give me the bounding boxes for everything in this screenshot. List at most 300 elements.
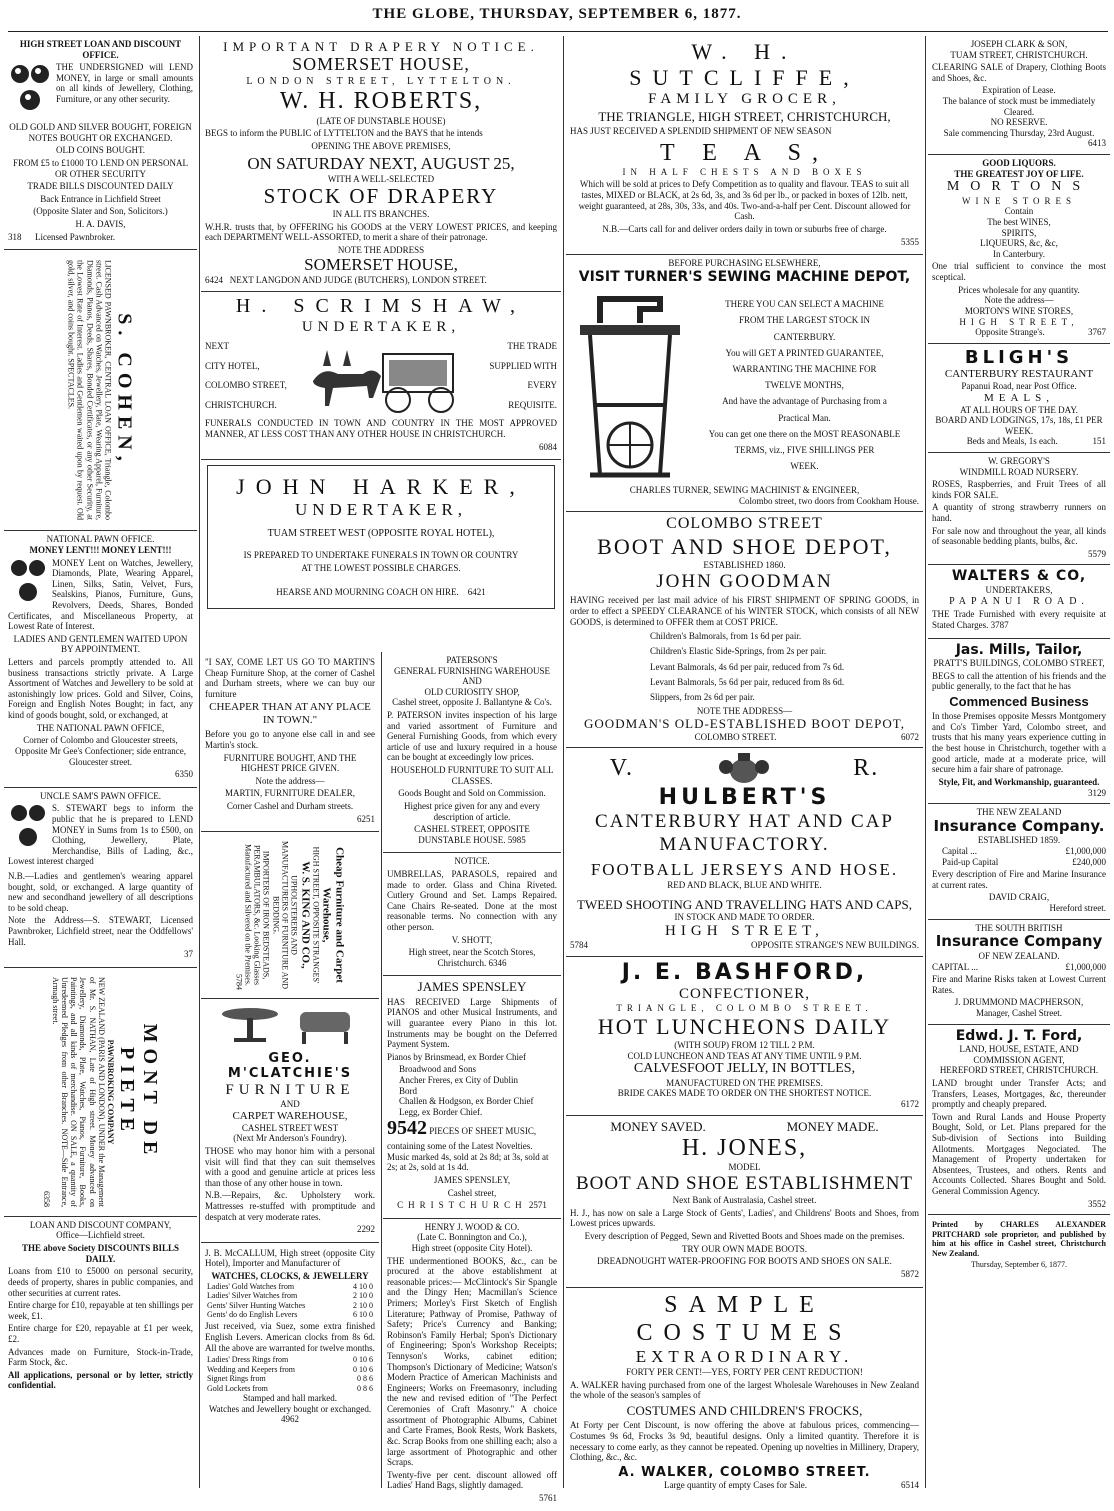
sewing-machine-icon bbox=[570, 285, 690, 485]
ad-title: Cheap Furniture and Carpet Warehouse, bbox=[321, 847, 346, 984]
ad-south-british-insurance bbox=[928, 920, 1110, 1025]
ad-address: Cashel street, opposite J. Ballantyne & Co's. bbox=[392, 697, 552, 708]
ad-w-h-roberts bbox=[201, 36, 561, 292]
ad-trade: UNDERTAKER, bbox=[301, 318, 461, 335]
price-value: 0 8 6 bbox=[357, 1374, 373, 1384]
ad-body: W.H.R. trusts that, by OFFERING his GOODS at the VERY LOWEST PRICES, and keeping each DEPARTMENT WELL-ASSORTED, to merit a share of their patronage. bbox=[205, 221, 557, 243]
ad-advertiser: JAMES SPENSLEY, bbox=[433, 1174, 511, 1185]
ad-advertiser: GEO. M'CLATCHIE'S bbox=[227, 1050, 353, 1082]
ad-body: UMBRELLAS, PARASOLS, repaired and made to order. Glass and China Riveted. Cutlery Ground and Set. Lamps Repaired. Cane Chairs Re-seated. Done at the most reasonable terms. No connection with any other person. bbox=[387, 868, 557, 933]
ad-advertiser: Insurance Company bbox=[935, 932, 1103, 951]
ad-line: SUPPLIED WITH bbox=[489, 360, 557, 371]
ad-body: For sale now and throughout the year, all kinds of seasonable bedding plants, bulbs, &c. bbox=[932, 525, 1106, 547]
ad-number: 6251 bbox=[357, 813, 375, 824]
ad-line: Style, Fit, and Workmanship, guaranteed. bbox=[938, 776, 1100, 787]
price-list bbox=[205, 1282, 375, 1320]
ad-line: V. bbox=[609, 755, 635, 781]
ad-loan-and-discount bbox=[4, 1217, 197, 1398]
piano-item: Broadwood and Sons bbox=[399, 1064, 476, 1075]
ad-body: BEGS to call the attention of his friends and the public generally, to the fact that he has bbox=[932, 670, 1106, 692]
ad-address: HEREFORD STREET, CHRISTCHURCH. bbox=[939, 1065, 1099, 1076]
price-item: Gold Lockets from bbox=[207, 1383, 268, 1393]
hearse-illustration-icon bbox=[303, 336, 473, 416]
ad-address: HIGH STREET, bbox=[665, 922, 824, 939]
ad-body: A quantity of strong strawberry runners on hand. bbox=[932, 502, 1106, 524]
ad-body: HAS RECEIVED Large Shipments of PIANOS and other Musical Instruments, and will guarantee every Piano in this lot. Instruments may be bought on the Deferred Payment System. bbox=[387, 996, 557, 1050]
ad-line: FROM £5 to £1000 TO LEND ON PERSONAL OR OTHER SECURITY bbox=[13, 158, 188, 179]
ad-title: NATIONAL PAWN OFFICE. bbox=[46, 534, 155, 545]
imprint bbox=[928, 1215, 1110, 1276]
ad-line: AT ALL HOURS OF THE DAY. bbox=[960, 404, 1078, 415]
ad-title: STOCK OF DRAPERY bbox=[263, 184, 499, 209]
ad-number: 6413 bbox=[1088, 138, 1106, 149]
ad-body: ROSES, Raspberries, and Fruit Trees of all kinds FOR SALE. bbox=[932, 479, 1106, 500]
ad-line: FORTY PER CENT!—YES, FORTY PER CENT REDUCTION! bbox=[626, 1367, 863, 1378]
masthead: THE GLOBE, THURSDAY, SEPTEMBER 6, 1877. bbox=[372, 6, 742, 22]
ad-number: 5579 bbox=[1088, 548, 1106, 559]
ad-paterson bbox=[383, 652, 561, 853]
ad-walters-undertakers bbox=[928, 565, 1110, 638]
ad-line: Pianos by Brinsmead, ex Border Chief bbox=[387, 1051, 526, 1062]
price-value: 0 10 6 bbox=[353, 1364, 373, 1374]
price-item: Children's Balmorals, from 1s 6d per pair. bbox=[650, 631, 802, 642]
ad-address: TUAM STREET, CHRISTCHURCH. bbox=[950, 49, 1088, 60]
ad-advertiser: MARTIN, FURNITURE DEALER, bbox=[225, 788, 355, 799]
ad-line: And have the advantage of Purchasing from a bbox=[722, 396, 887, 407]
ad-advertiser: JOHN HARKER, bbox=[236, 474, 526, 500]
ad-heading: GOOD LIQUORS. bbox=[982, 158, 1056, 169]
ad-body: Fire and Marine Risks taken at Lowest Current Rates. bbox=[932, 974, 1106, 995]
ad-geo-mclatchie bbox=[201, 999, 379, 1243]
ad-line: REQUISITE. bbox=[508, 400, 557, 411]
ad-line: TRY OUR OWN MADE BOOTS. bbox=[682, 1243, 807, 1254]
ad-address: TRIANGLE, COLOMBO STREET. bbox=[616, 1003, 873, 1014]
ad-line: CHRISTCHURCH bbox=[397, 1200, 527, 1211]
price-item: Ladies' Gold Watches from bbox=[207, 1281, 295, 1291]
ad-new-zealand-insurance bbox=[928, 804, 1110, 920]
ad-title: SOMERSET HOUSE, bbox=[304, 255, 458, 275]
ad-line: LIQUEURS, &c, &c, bbox=[980, 238, 1058, 249]
ad-address: Colombo street, two doors from Cookham House. bbox=[739, 495, 919, 506]
ad-joseph-clark bbox=[928, 36, 1110, 155]
ad-address: NEXT LANGDON AND JUDGE (BUTCHERS), LONDON STREET. bbox=[229, 275, 487, 286]
ad-line: Sale commencing Thursday, 23rd August. bbox=[943, 127, 1095, 138]
ad-john-harker bbox=[201, 460, 561, 616]
ad-line: OF NEW ZEALAND. bbox=[978, 951, 1060, 961]
ad-trade: UNDERTAKERS, bbox=[985, 584, 1053, 595]
price-list bbox=[570, 629, 919, 705]
ad-line: (LATE OF DUNSTABLE HOUSE) bbox=[316, 115, 446, 126]
ad-advertiser: W. GREGORY'S bbox=[988, 455, 1050, 466]
ad-line: TERMS, viz., FIVE SHILLINGS PER bbox=[734, 444, 875, 455]
ad-body: LICENSED PAWNBROKER, CENTRAL LOAN OFFICE, Triangle, Colombo street. Cash Advanced on Watches, Jewellery, Plate, Wearing Apparel, Furniture, Diamonds, Pianos, Deeds, Shares, Bonded Certificates, or any other Security, at the Lowest Rate of Interest. Ladies and Gentlemen waited upon by request. Old gold, silver, and coins bought. SPECTACLES. bbox=[66, 260, 112, 521]
ad-advertiser: H. A. DAVIS, bbox=[75, 219, 126, 230]
ad-w-gregory-nursery bbox=[928, 453, 1110, 565]
ad-a-walker bbox=[566, 1288, 923, 1496]
ad-line: Stamped and hall marked. bbox=[243, 1393, 337, 1404]
ad-number: 3767 bbox=[1088, 327, 1106, 338]
ad-number: 6072 bbox=[901, 731, 919, 742]
ad-body: MONEY Lent on Watches, Jewellery, Diamonds, Plate, Wearing Apparel, Linen, Silks, Satin, Velvet, Furs, Sealskins, Pianos, Furniture, Guns, Revolvers, Deeds, Shares, Bonded Certificates, and Miscellaneous Property, at Lowest Rate of Interest. bbox=[8, 557, 193, 632]
ad-line: MORTON'S WINE STORES, bbox=[964, 305, 1074, 316]
ad-line: BEFORE PURCHASING ELSEWHERE, bbox=[668, 258, 821, 269]
ad-line: Back Entrance in Lichfield Street bbox=[40, 193, 161, 204]
ad-line: (Opposite Slater and Son, Solicitors.) bbox=[33, 206, 168, 217]
ad-advertiser: JAMES SPENSLEY bbox=[417, 979, 527, 995]
ad-line: TWELVE MONTHS, bbox=[765, 380, 844, 391]
ad-number: 5784 bbox=[570, 940, 588, 951]
ad-hulberts bbox=[566, 748, 923, 957]
ad-body: Before you go to anyone else call in and see Martin's stock. bbox=[205, 729, 375, 750]
ad-line: R. bbox=[853, 755, 880, 781]
pawnbroker-balls-icon bbox=[8, 60, 52, 120]
column-1 bbox=[4, 36, 197, 1488]
ad-line: Note the address— bbox=[984, 295, 1054, 306]
ad-trade: WINE STORES bbox=[961, 195, 1077, 206]
ad-trade: FAMILY GROCER, bbox=[648, 90, 841, 107]
ad-title: GOODMAN'S OLD-ESTABLISHED BOOT DEPOT, bbox=[584, 716, 905, 732]
ad-line: COLD LUNCHEON AND TEAS AT ANY TIME UNTIL 9 P.M. bbox=[627, 1050, 862, 1061]
ad-line: EVERY bbox=[527, 380, 557, 391]
ad-line: Licensed Pawnbroker. bbox=[35, 231, 115, 242]
ad-body: IMPORTERS OF IRON BEDSTEADS, PERAMBULATORS, &c. Looking Glasses Manufactured and Silvered on the Premises. bbox=[243, 844, 272, 987]
ad-high-street-loan bbox=[4, 36, 197, 250]
ad-body: One trial sufficient to convince the most sceptical. bbox=[932, 261, 1106, 283]
ad-line: Note the address— bbox=[255, 775, 325, 786]
ad-number: 6172 bbox=[901, 1098, 919, 1109]
ad-body: THE Trade Furnished with every requisite at Stated Charges. bbox=[932, 609, 1106, 630]
ad-title: VISIT TURNER'S SEWING MACHINE DEPOT, bbox=[578, 268, 911, 285]
ad-body: IS PREPARED TO UNDERTAKE FUNERALS IN TOWN OR COUNTRY bbox=[243, 549, 519, 560]
price-item: Children's Elastic Side-Springs, from 2s per pair. bbox=[650, 646, 827, 657]
ad-line: WITH A WELL-SELECTED bbox=[327, 173, 435, 184]
ad-s-cohen bbox=[4, 250, 197, 531]
ad-address: PAPANUI ROAD. bbox=[949, 595, 1089, 607]
ad-address: TUAM STREET WEST (OPPOSITE ROYAL HOTEL), bbox=[267, 528, 495, 540]
ad-number: 5985 bbox=[507, 834, 526, 845]
ad-subtitle: HIGH STREET, OPPOSITE STRANGES' bbox=[311, 846, 321, 984]
price-item: Signet Rings from bbox=[207, 1374, 266, 1384]
ad-line: HEARSE AND MOURNING COACH ON HIRE. bbox=[276, 587, 459, 598]
ad-big-number: 9542 bbox=[387, 1117, 427, 1140]
price-value: 2 10 0 bbox=[353, 1291, 373, 1301]
ad-line: Large quantity of empty Cases for Sale. bbox=[663, 1480, 808, 1491]
ad-line: NEXT bbox=[205, 340, 229, 351]
ad-title: S. COHEN, bbox=[112, 313, 135, 468]
ad-advertiser: W. H. SUTCLIFFE, bbox=[629, 39, 860, 90]
price-row bbox=[205, 1374, 375, 1383]
ad-j-e-bashford bbox=[566, 957, 923, 1116]
ad-subtitle: OLD CURIOSITY SHOP, bbox=[424, 686, 520, 697]
column-rule bbox=[925, 36, 926, 1488]
price-value: 6 10 0 bbox=[353, 1310, 373, 1320]
ad-line: You can get one there on the MOST REASONABLE bbox=[708, 428, 901, 439]
ad-address: Next Bank of Australasia, Cashel street. bbox=[672, 1195, 817, 1206]
piano-item: Bord bbox=[399, 1085, 417, 1096]
ad-line: CHEAPER THAN AT ANY PLACE IN TOWN." bbox=[209, 701, 371, 727]
ad-advertiser: Edwd. J. T. Ford, bbox=[955, 1027, 1083, 1044]
ad-line: Expiration of Lease. bbox=[982, 85, 1056, 96]
ad-body: S. STEWART begs to inform the public that he is prepared to LEND MONEY in Sums from 1s to £500, on Clothing, Jewellery, Plate, Merchandise, Bills of Lading, &c., Lowest interest charged bbox=[8, 803, 193, 867]
ad-body: J. B. McCALLUM, High street (opposite City Hotel), Importer and Manufacturer of bbox=[205, 1247, 375, 1269]
price-row bbox=[205, 1355, 375, 1364]
ad-title: UNCLE SAM'S PAWN OFFICE. bbox=[39, 790, 162, 801]
ad-advertiser: JOHN GOODMAN bbox=[656, 570, 833, 592]
price-list bbox=[205, 1355, 375, 1393]
ad-line: (WITH SOUP) FROM 12 TILL 2 P.M. bbox=[674, 1040, 815, 1051]
pawnbroker-balls-icon bbox=[8, 801, 48, 855]
masthead-rule bbox=[8, 31, 1108, 32]
ad-number: 3787 bbox=[990, 619, 1009, 630]
ad-heading: THE NEW ZEALAND bbox=[976, 807, 1062, 818]
ad-line: CARPET WAREHOUSE, bbox=[232, 1109, 348, 1122]
ad-advertiser: WALTERS & CO, bbox=[951, 568, 1087, 585]
ad-line: TWEED SHOOTING AND TRAVELLING HATS AND CAPS, bbox=[577, 896, 912, 912]
ad-line: The best WINES, bbox=[987, 217, 1051, 228]
ad-value: £1,000,000 bbox=[1065, 961, 1106, 972]
royal-crest-icon bbox=[714, 751, 774, 785]
ad-martin-furniture bbox=[201, 652, 379, 832]
ad-title: SOMERSET HOUSE, bbox=[292, 54, 470, 75]
ad-title: NOTICE. bbox=[454, 856, 490, 867]
price-item: Ladies' Dress Rings from bbox=[207, 1355, 289, 1365]
column-3 bbox=[383, 652, 561, 1503]
ad-subtitle: Office—Lichfield street. bbox=[56, 1230, 145, 1241]
ad-line: MONEY LENT!!! MONEY LENT!!! bbox=[29, 544, 172, 555]
ad-blighs bbox=[928, 344, 1110, 453]
ad-line: NO RESERVE. bbox=[990, 117, 1048, 128]
ad-number: 6514 bbox=[901, 1480, 919, 1491]
ad-line: Beds and Meals, 1s each. bbox=[966, 436, 1058, 447]
ad-title: T E A S, bbox=[660, 139, 829, 166]
ad-line: CITY HOTEL, bbox=[205, 360, 260, 371]
ad-body: H. J., has now on sale a Large Stock of Gents', Ladies', and Childrens' Boots and Shoes, from Lowest prices upwards. bbox=[570, 1207, 919, 1229]
ad-line: Paid-up Capital bbox=[942, 856, 999, 867]
ad-number: 6424 bbox=[205, 275, 223, 286]
ad-title: HIGH STREET LOAN AND DISCOUNT OFFICE. bbox=[19, 39, 182, 60]
ad-henry-wood-books bbox=[383, 1219, 561, 1511]
ad-title: HOT LUNCHEONS DAILY bbox=[597, 1014, 892, 1040]
ad-advertiser: Jas. Mills, Tailor, bbox=[955, 641, 1083, 658]
ad-line: DAVID CRAIG, bbox=[988, 892, 1050, 903]
ad-line: Manager, Cashel Street. bbox=[975, 1008, 1063, 1019]
ad-number: 6350 bbox=[175, 769, 193, 780]
price-value: 0 10 6 bbox=[353, 1355, 373, 1365]
ad-address: Cashel street, bbox=[447, 1187, 497, 1198]
ad-line: THERE YOU CAN SELECT A MACHINE bbox=[725, 299, 884, 310]
ad-number: 5355 bbox=[901, 236, 919, 247]
ad-title: CANTERBURY HAT AND CAP MANUFACTORY. bbox=[595, 811, 894, 855]
ad-body: Town and Rural Lands and House Property Bought, Sold, or Let. Plans prepared for the Sub-division of Sections into Building Allotments. Mortgages Negociated. The Management of Property undertaken for Absentees, Trustees, and others. Rents and Accounts Collected. Shares Bought and Sold. General Commission Agency. bbox=[932, 1111, 1106, 1197]
ad-title: BOOT AND SHOE ESTABLISHMENT bbox=[575, 1172, 914, 1194]
price-row bbox=[205, 1282, 375, 1291]
ad-line: Prices wholesale for any quantity. bbox=[958, 284, 1080, 295]
ad-jas-mills-tailor bbox=[928, 639, 1110, 805]
ad-advertiser: W. H. ROBERTS, bbox=[279, 88, 483, 115]
ad-line: THE NATIONAL PAWN OFFICE, bbox=[36, 722, 165, 733]
price-item: Ladies' Silver Watches from bbox=[207, 1291, 298, 1301]
ad-line: CHRISTCHURCH. bbox=[205, 400, 277, 411]
ad-address: LONDON STREET, LYTTELTON. bbox=[246, 75, 516, 87]
ad-line: WEEK. bbox=[790, 461, 819, 472]
ad-line: COLOMBO STREET, bbox=[205, 380, 287, 391]
ad-line: WARRANTING THE MACHINE FOR bbox=[732, 363, 877, 374]
ad-line: IN ALL ITS BRANCHES. bbox=[332, 208, 430, 219]
ad-john-goodman bbox=[566, 512, 923, 748]
ad-number: 151 bbox=[1092, 436, 1106, 447]
ad-line: COSTUMES AND CHILDREN'S FROCKS, bbox=[626, 1403, 863, 1418]
price-item: Wedding and Keepers from bbox=[207, 1364, 295, 1374]
ad-line: RED AND BLACK, BLUE AND WHITE. bbox=[667, 879, 822, 890]
ad-address: Papanui Road, near Post Office. bbox=[961, 380, 1077, 391]
ad-number: 318 bbox=[8, 231, 22, 242]
ad-body: N.B.—Carts call for and deliver orders daily in town or suburbs free of charge. bbox=[602, 223, 887, 234]
ad-body: Every description of Fire and Marine Insurance at current rates. bbox=[932, 869, 1106, 890]
ad-line: In Canterbury. bbox=[993, 248, 1045, 259]
ad-line: TRADE BILLS DISCOUNTED DAILY bbox=[27, 181, 174, 192]
ad-number: 6358 bbox=[40, 1190, 50, 1207]
pawnbroker-balls-icon bbox=[8, 556, 48, 610]
piano-item: Challen & Hodgson, ex Border Chief bbox=[399, 1096, 534, 1107]
price-value: 2 10 0 bbox=[353, 1300, 373, 1310]
ad-line: MEALS, bbox=[983, 391, 1055, 404]
ad-body: N.B.—Repairs, &c. Upholstery work. Mattresses re-stuffed with promptitude and despatch at very moderate rates. bbox=[205, 1190, 375, 1222]
ad-body: Just received, via Suez, some extra finished English Levers. American clocks from 8s 6d. All the above are warranted for twelve months. bbox=[205, 1321, 375, 1353]
ad-national-pawn-office bbox=[4, 531, 197, 787]
ad-line: FOOTBALL JERSEYS AND HOSE. bbox=[590, 859, 899, 879]
ad-address: High street (opposite City Hotel). bbox=[411, 1242, 533, 1253]
ad-advertiser: JOSEPH CLARK & SON, bbox=[970, 39, 1068, 49]
ad-body: Loans from £10 to £5000 on personal security, deeds of property, shares in public companies, and other securities at current rates. bbox=[8, 1266, 193, 1298]
ad-advertiser: J. E. BASHFORD, bbox=[621, 959, 868, 985]
ad-body: CLEARING SALE of Drapery, Clothing Boots and Shoes, &c. bbox=[932, 62, 1106, 83]
ad-address: OPPOSITE STRANGE'S NEW BUILDINGS. bbox=[751, 940, 919, 951]
ad-line: J. DRUMMOND MACPHERSON, bbox=[954, 997, 1084, 1008]
price-row bbox=[205, 1301, 375, 1310]
ad-body: Note the Address—S. STEWART, Licensed Pawnbroker, Lichfield street, near the Oddfellows' Hall. bbox=[8, 915, 193, 947]
ad-trade: LAND, HOUSE, ESTATE, AND bbox=[959, 1044, 1079, 1055]
ad-line: (Next Mr Anderson's Foundry). bbox=[233, 1133, 347, 1144]
ad-address: HIGH STREET, bbox=[959, 316, 1079, 327]
ad-body: HAVING received per last mail advice of his FIRST SHIPMENT OF SPRING GOODS, in order to effect a SPEEDY CLEARANCE of his WINTER STOCK, which consists of all NEW GOODS, is determined to OFFER them at COST PRICE. bbox=[570, 595, 919, 627]
column-4 bbox=[566, 36, 923, 1491]
ad-heading: COLOMBO STREET bbox=[666, 515, 823, 533]
ad-number: 3129 bbox=[1088, 787, 1106, 798]
ad-h-jones bbox=[566, 1116, 923, 1288]
column-2-top bbox=[201, 36, 561, 651]
ad-body: "I SAY, COME LET US GO TO MARTIN'S Cheap Furniture Shop, at the corner of Cashel and Durham streets, where we can buy our furniture bbox=[205, 657, 375, 699]
ad-mont-de-piete bbox=[4, 968, 197, 1217]
ad-trade: WATCHES, CLOCKS, & JEWELLERY bbox=[211, 1271, 369, 1282]
ad-number: 3552 bbox=[1088, 1198, 1106, 1209]
ad-line: SPIRITS, bbox=[1001, 227, 1037, 238]
ad-body: THE UNDERSIGNED will LEND MONEY, in large or small amounts on all kinds of Jewellery, Clothing, Furniture, or any other security. bbox=[56, 62, 193, 105]
ad-number: 6084 bbox=[539, 441, 557, 452]
ad-line: HOUSEHOLD FURNITURE TO SUIT ALL CLASSES. bbox=[390, 765, 554, 786]
ad-w-s-king bbox=[201, 832, 379, 999]
ad-number: 37 bbox=[184, 949, 193, 960]
ad-line: MODEL bbox=[728, 1162, 761, 1173]
ad-line: OLD COINS BOUGHT. bbox=[55, 145, 146, 156]
ad-body: Which will be sold at prices to Defy Competition as to quality and flavour. TEAS to suit all tastes, MIXED or BLACK, at 2s 6d, 3s, and 3s 6d per lb., or packed in boxes of 12lb. nett, weight guaranteed, at 28s, 30s, 33s, and 40s. Two-and-a-half per Cent. Discount allowed for Cash. bbox=[578, 179, 911, 222]
ad-h-scrimshaw bbox=[201, 292, 561, 460]
ad-advertiser: H. SCRIMSHAW, bbox=[235, 295, 527, 318]
ad-line: IN HALF CHESTS AND BOXES bbox=[622, 166, 867, 177]
ad-body: NEW ZEALAND (PARIS AND LONDON). UNDER the Management of Mr. S. NATHAN, Late of High street. Money advanced on Jewellery, Diamonds, Plate, Watches, Pianos, Furniture, Books, Paintings, and all kinds of merchandise. ON SALE, a quantity of Unredeemed Pledges from other Branches. NOTE—Side Entrance, Armagh street. bbox=[50, 976, 106, 1207]
ad-body: Entire charge for £20, repayable at £1 per week, £2. bbox=[8, 1323, 193, 1344]
ad-turner-sewing-machine bbox=[566, 255, 923, 512]
ad-trade: UNDERTAKER, bbox=[294, 500, 468, 520]
ad-value: £1,000,000 bbox=[1065, 846, 1106, 857]
ad-line: ESTABLISHED 1860. bbox=[703, 560, 786, 571]
ad-number: 2571 bbox=[528, 1200, 547, 1211]
ad-body: N.B.—Ladies and gentlemen's wearing apparel bought, sold, or exchanged. A large quantity of new and secondhand jewellery of all descriptions to be sold cheap. bbox=[8, 870, 193, 913]
price-row bbox=[205, 1365, 375, 1374]
ad-line: Capital ... bbox=[942, 846, 977, 857]
ad-line: MONEY MADE. bbox=[786, 1118, 879, 1134]
ad-body: AT THE LOWEST POSSIBLE CHARGES. bbox=[301, 562, 461, 573]
ad-body: THE undermentioned BOOKS, &c., can be procured at the above establishment at reasonable prices:— McClintock's Sir Spangle and the Dingy Hen; Macmillan's Science Primers; Morley's First Sketch of English Literature; Pathway of Promise, Pathway of Safety; Price's Currency and Banking; Robinson's Family Herbal; Spon's Dictionary of Engineering; Spon's Workshop Receipts; Tennyson's Works, cabinet edition; Thompson's Dictionary of Medicine; Watson's Modern Practice of American Machinists and Engineers; Works on Freemasonry, including the new and revised edition of "The Perfect Ceremonies of Craft Masonry." A choice assortment of Photographic Albums, Cabinet and Carte Frames, Book Rests, Work Baskets, &c. Scrap Books from one shilling each; also a large assortment of Photographic and other Scraps. bbox=[387, 1255, 557, 1468]
ad-address: CASHEL STREET WEST bbox=[241, 1122, 339, 1133]
ad-uncle-sams-pawn-office bbox=[4, 788, 197, 968]
column-rule bbox=[381, 652, 382, 1488]
ad-line: Corner of Colombo and Gloucester streets, Opposite Mr Gee's Confectioner; side entrance, Gloucester street. bbox=[14, 735, 187, 767]
ad-number: 5761 bbox=[539, 1492, 557, 1503]
column-rule bbox=[563, 36, 564, 1488]
ad-line: CANTERBURY. bbox=[773, 331, 836, 342]
ad-body: UPHOLSTERERS AND MANUFACTURERS OF FURNITURE AND BEDDING. bbox=[271, 841, 299, 990]
ad-subtitle: WINDMILL ROAD NURSERY. bbox=[959, 466, 1079, 477]
ad-line: (Late C. Bonnington and Co.), bbox=[417, 1232, 527, 1243]
ad-title: BOOT AND SHOE DEPOT, bbox=[597, 534, 892, 560]
ad-body: LAND brought under Transfer Acts; and Transfers, Leases, Mortgages, &c, thereunder promptly and cheaply prepared. bbox=[932, 1078, 1106, 1110]
ad-line: OLD GOLD AND SILVER BOUGHT, FOREIGN NOTES BOUGHT OR EXCHANGED. bbox=[9, 122, 192, 143]
ad-w-h-sutcliffe bbox=[566, 36, 923, 255]
ad-body: Entire charge for £10, repayable at ten shillings per week, £1. bbox=[8, 1300, 193, 1321]
ad-advertiser: H. JONES, bbox=[681, 1134, 808, 1161]
ad-line: LADIES AND GENTLEMEN WAITED UPON BY APPOINTMENT. bbox=[13, 633, 188, 655]
ad-number: 2292 bbox=[357, 1224, 375, 1235]
ad-address: PRATT'S BUILDINGS, COLOMBO STREET, bbox=[933, 658, 1105, 669]
ad-number: 6421 bbox=[467, 587, 486, 598]
ad-advertiser: HENRY J. WOOD & CO. bbox=[424, 1221, 520, 1232]
ad-value: £240,000 bbox=[1072, 856, 1106, 867]
column-5 bbox=[928, 36, 1110, 1488]
ad-subtitle: EXTRAORDINARY. bbox=[635, 1347, 854, 1367]
price-row bbox=[205, 1384, 375, 1393]
price-item: Levant Balmorals, 5s 6d per pair, reduced from 8s 6d. bbox=[650, 677, 845, 688]
ad-line: MONEY SAVED. bbox=[610, 1118, 706, 1134]
ad-body: P. PATERSON invites inspection of his large and varied assortment of Furniture and General Furnishing Goods, from which every article of use and luxury required in a house can be bought at exceedingly low prices. bbox=[387, 710, 557, 763]
ad-title: MONT DE PIETE bbox=[115, 1023, 161, 1161]
price-value: 0 8 6 bbox=[357, 1383, 373, 1393]
ad-advertiser: W. S. KING AND CO., bbox=[299, 861, 312, 969]
ad-number: 6346 bbox=[488, 957, 507, 968]
ad-body: OPENING THE ABOVE PREMISES, bbox=[311, 140, 451, 151]
ad-address: High street, near the Scotch Stores, Christchurch. bbox=[408, 947, 536, 968]
ad-line: Goods Bought and Sold on Commission. bbox=[398, 788, 546, 799]
price-row bbox=[205, 1310, 375, 1319]
ad-line: THE TRADE bbox=[507, 340, 557, 351]
price-item: Slippers, from 2s 6d per pair. bbox=[650, 692, 755, 703]
ad-line: Opposite Strange's. bbox=[975, 327, 1045, 338]
ad-line: MANUFACTURED ON THE PREMISES. bbox=[666, 1077, 823, 1088]
ad-line: You will GET A PRINTED GUARANTEE, bbox=[725, 347, 884, 358]
ad-line: BOARD AND LODGINGS, 17s, 18s, £1 PER WEEK. bbox=[935, 415, 1103, 436]
imprint-text: Printed by CHARLES ALEXANDER PRITCHARD sole proprietor, and published by him at his office in Cashel street, Christchurch New Zealand. bbox=[932, 1220, 1106, 1258]
ad-title: LOAN AND DISCOUNT COMPANY, bbox=[29, 1219, 172, 1230]
piano-item: Ancher Freres, ex City of Dublin bbox=[399, 1075, 518, 1086]
